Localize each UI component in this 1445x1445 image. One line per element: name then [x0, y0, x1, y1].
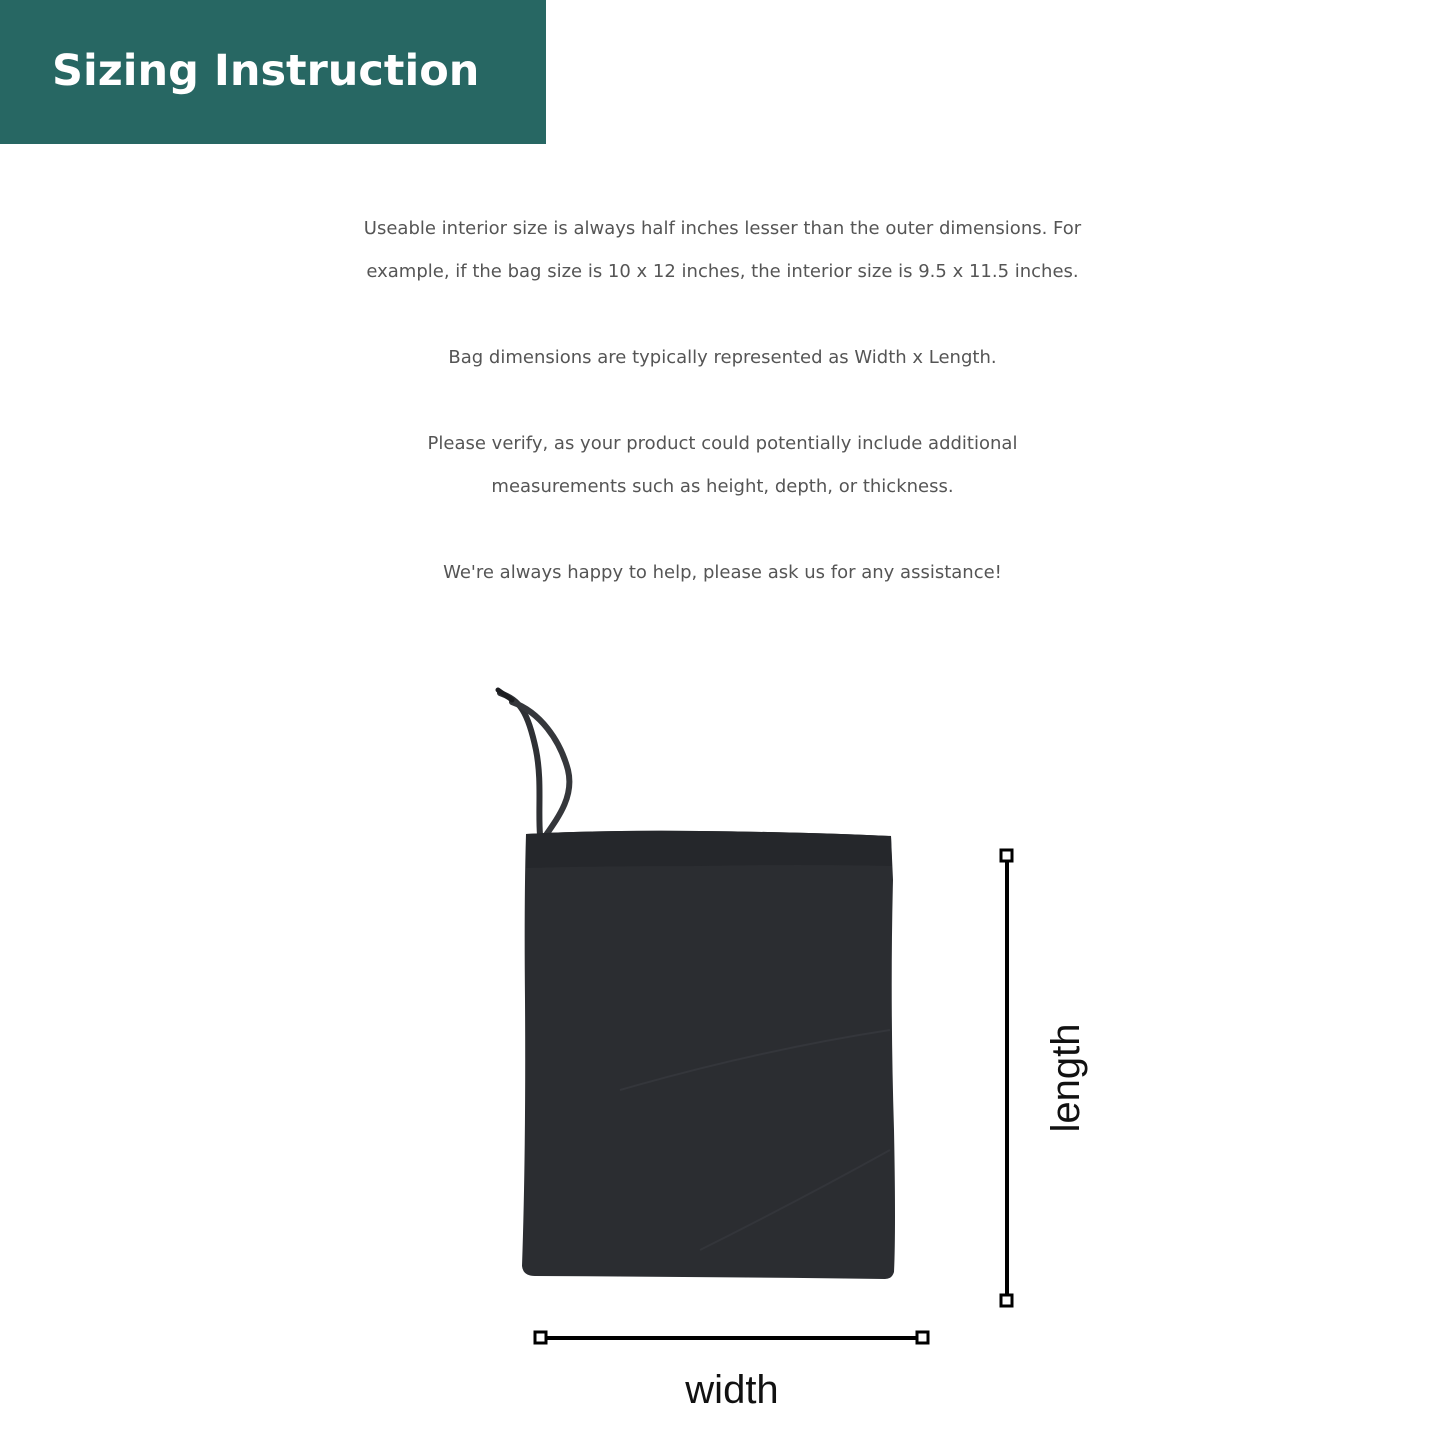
bag-top-hem: [526, 831, 892, 868]
drawstring-bag-body: [522, 831, 895, 1279]
bag-fold-line: [620, 1030, 890, 1090]
help-paragraph: [0, 551, 1445, 594]
text-line: We're always happy to help, please ask us for any assistance!: [443, 562, 1002, 583]
header-banner: [0, 0, 546, 144]
length-label: length: [1044, 1023, 1088, 1133]
text-line: measurements such as height, depth, or thickness.: [491, 476, 954, 497]
text-line: Useable interior size is always half inches lesser than the outer dimensions. For: [363, 218, 1082, 239]
dimension-format-paragraph: [0, 336, 1445, 379]
text-line: Please verify, as your product could potentially include additional: [427, 433, 1018, 454]
length-dimension-line: [1001, 850, 1012, 1306]
length-end-marker-top: [1001, 850, 1012, 861]
width-end-marker-left: [535, 1332, 546, 1343]
instruction-text: [0, 207, 1445, 637]
verify-paragraph: [0, 422, 1445, 508]
interior-size-paragraph: [0, 207, 1445, 293]
bag-fold-line: [700, 1150, 890, 1250]
text-line: Bag dimensions are typically represented as Width x Length.: [448, 347, 997, 368]
width-label: width: [685, 1368, 779, 1412]
drawstring-cord: [498, 690, 569, 835]
width-dimension-line: [535, 1332, 928, 1343]
text-line: example, if the bag size is 10 x 12 inches, the interior size is 9.5 x 11.5 inches.: [366, 261, 1079, 282]
page-title: Sizing Instruction: [52, 46, 480, 96]
width-end-marker-right: [917, 1332, 928, 1343]
length-end-marker-bottom: [1001, 1295, 1012, 1306]
